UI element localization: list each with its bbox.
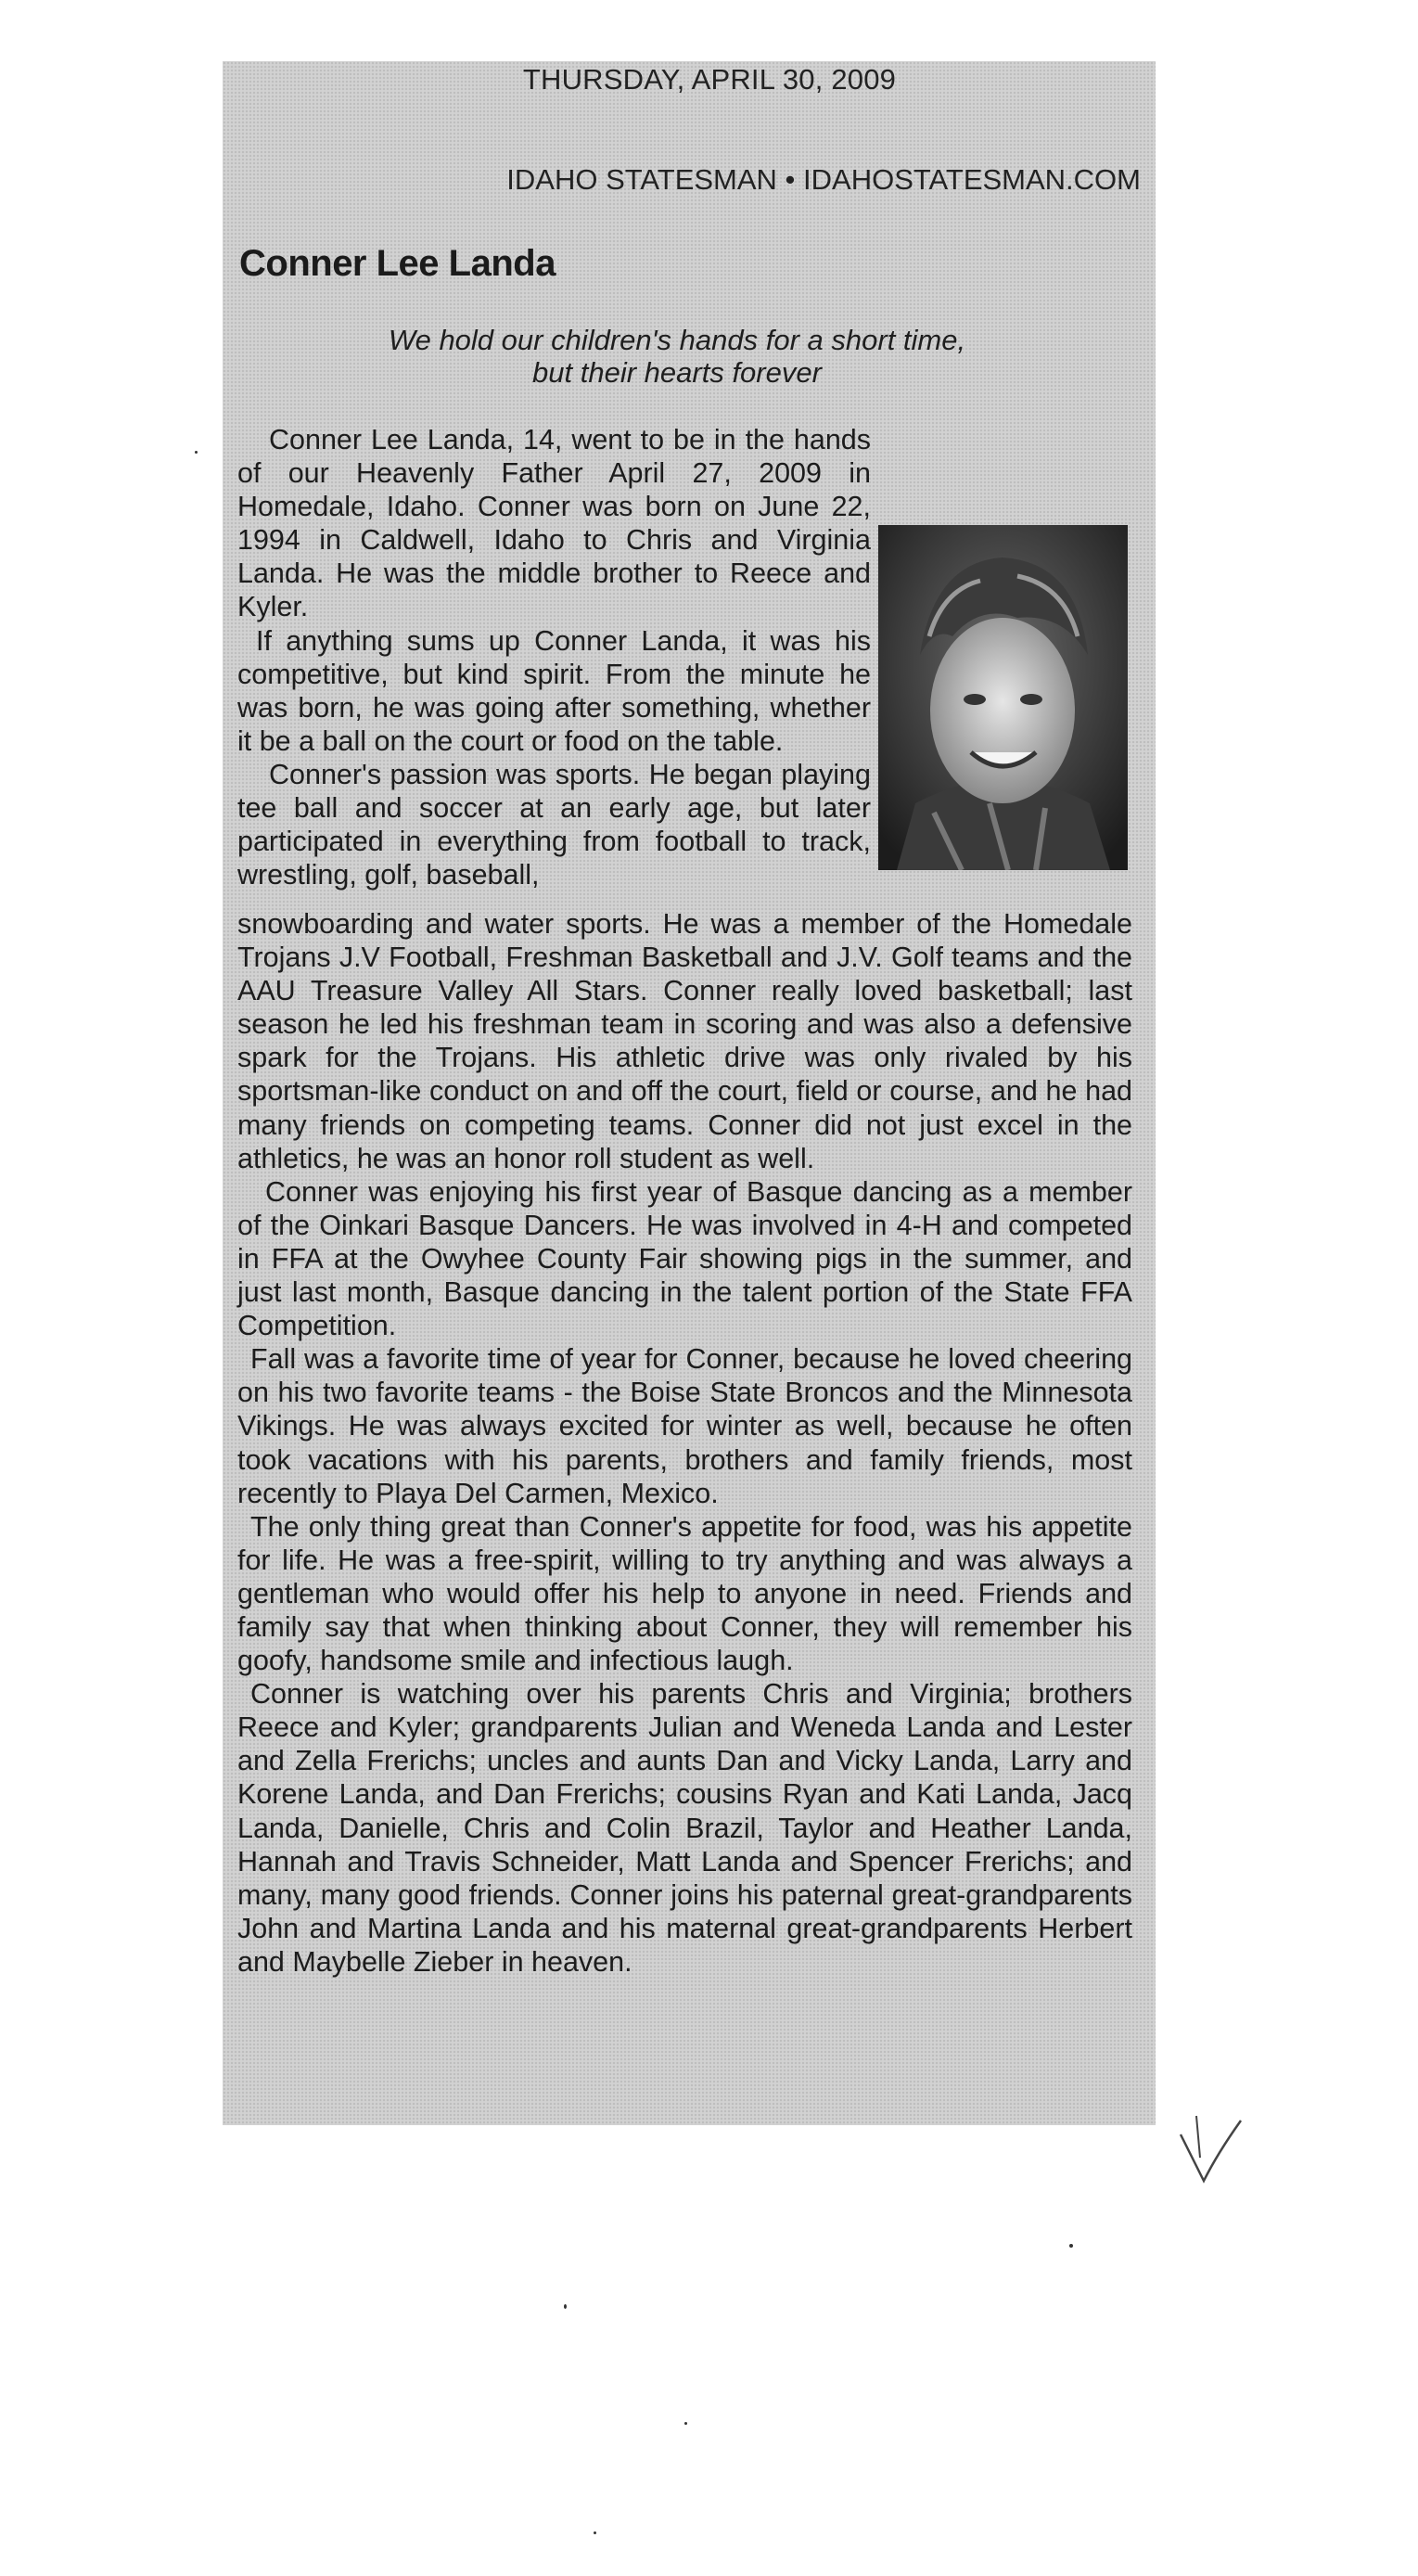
lower-column	[237, 907, 1132, 1979]
scan-speck	[594, 2531, 596, 2534]
pen-check-mark	[1176, 2111, 1250, 2195]
paragraph-5: Conner was enjoying his first year of Basque dancing as a member of the Oinkari Basque Dancers. He was involved in 4-H and competed in FFA at the Owyhee County Fair showing pigs in the summer, and just last month, Basque dancing in the talent portion of the State FFA Competition.	[237, 1175, 1132, 1342]
paragraph-3: Conner's passion was sports. He began playing tee ball and soccer at an early age, but later participated in everything from football to track, wrestling, golf, baseball,	[237, 758, 871, 891]
scan-speck	[564, 2304, 567, 2309]
epigraph-line-1: We hold our children's hands for a short time,	[388, 324, 966, 356]
paragraph-1: Conner Lee Landa, 14, went to be in the hands of our Heavenly Father April 27, 2009 in Homedale, Idaho. Conner was born on June 22, 1994 in Caldwell, Idaho to Chris and Virginia Landa. He was the middle brother to Reece and Kyler.	[237, 424, 871, 623]
scan-speck	[195, 451, 198, 454]
scan-speck	[684, 2422, 687, 2425]
paragraph-2: If anything sums up Conner Landa, it was his competitive, but kind spirit. From the minute he was born, he was going after something, whether it be a ball on the court or food on the table.	[237, 624, 871, 757]
paragraph-7: The only thing great than Conner's appetite for food, was his appetite for life. He was a free-spirit, willing to try anything and was always a gentleman who would offer his help to anyone in need. Friends and family say that when thinking about Conner, they will remember his goofy, handsome smile and infectious laugh.	[237, 1510, 1132, 1677]
dateline: THURSDAY, APRIL 30, 2009	[522, 63, 897, 96]
paragraph-6: Fall was a favorite time of year for Conner, because he loved cheering on his two favorite teams - the Boise State Broncos and the Minnesota Vikings. He was always excited for winter as well, because he often took vacations with his parents, brothers and family friends, most recently to Playa Del Carmen, Mexico.	[237, 1343, 1132, 1509]
portrait-photo	[878, 525, 1128, 870]
masthead: IDAHO STATESMAN • IDAHOSTATESMAN.COM	[506, 163, 1141, 196]
scan-speck	[1069, 2244, 1073, 2248]
paragraph-4: snowboarding and water sports. He was a member of the Homedale Trojans J.V Football, Freshman Basketball and J.V. Golf teams and the AAU Treasure Valley All Stars. Conner really loved basketball; last season he led his freshman team in scoring and was also a defensive spark for the Trojans. His athletic drive was only rivaled by his sportsman-like conduct on and off the court, field or course, and he had many friends on competing teams. Conner did not just excel in the athletics, he was an honor roll student as well.	[237, 908, 1132, 1174]
paragraph-8: Conner is watching over his parents Chris and Virginia; brothers Reece and Kyler; grandparents Julian and Weneda Landa and Lester and Zella Frerichs; uncles and aunts Dan and Vicky Landa, Larry and Korene Landa, and Dan Frerichs; cousins Ryan and Kati Landa, Jacq Landa, Danielle, Chris and Colin Brazil, Taylor and Heather Landa, Hannah and Travis Schneider, Matt Landa and Spencer Frerichs; and many, many good friends. Conner joins his paternal great-grandparents John and Martina Landa and his maternal great-grandparents Herbert and Maybelle Zieber in heaven.	[237, 1678, 1132, 1978]
obituary-headline: Conner Lee Landa	[239, 243, 556, 284]
epigraph-line-2: but their hearts forever	[532, 356, 822, 389]
